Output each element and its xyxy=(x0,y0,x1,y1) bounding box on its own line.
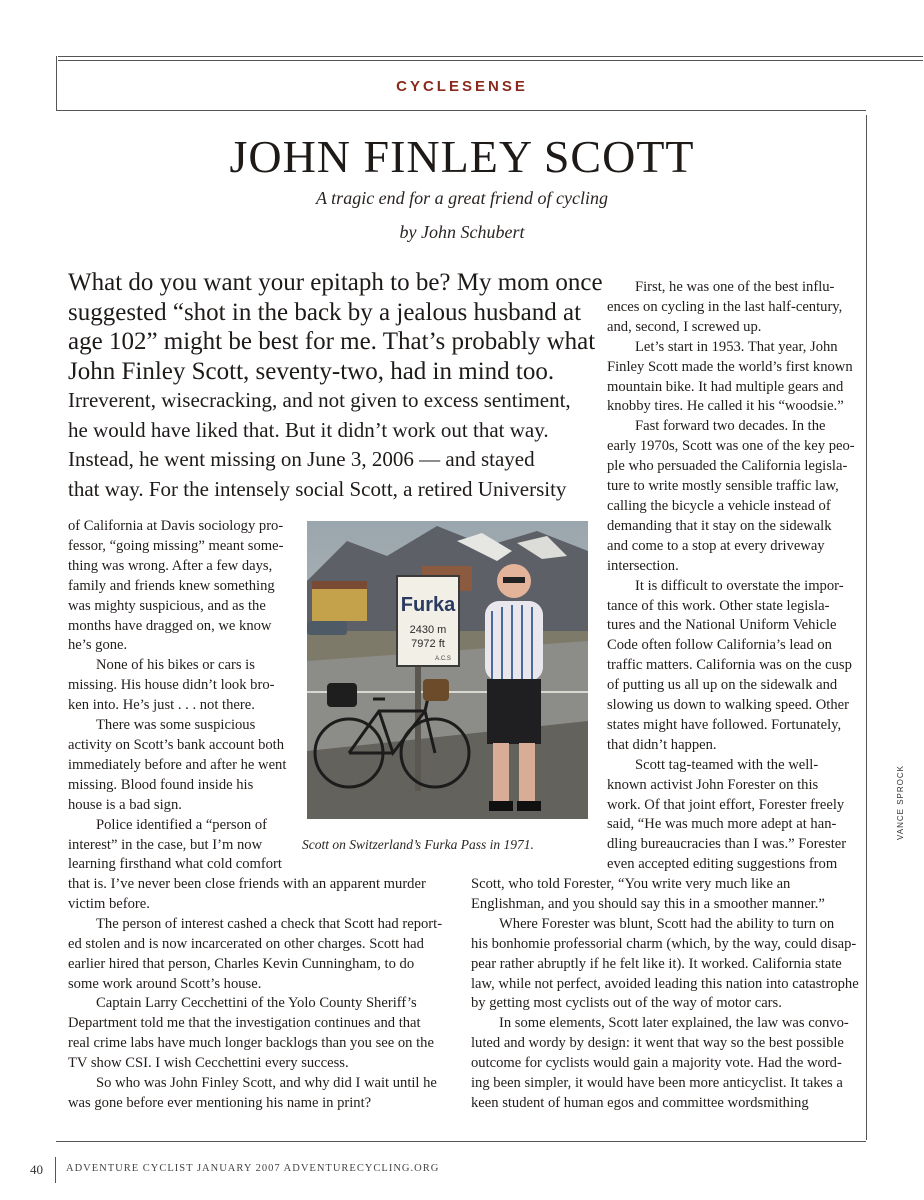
left-frame-rule xyxy=(56,56,57,111)
body-line: luted and wordy by design: it went that way so the best possible xyxy=(471,1035,844,1052)
footer-top-rule xyxy=(56,1141,866,1142)
sign-feet: 7972 ft xyxy=(411,638,445,650)
body-line: ture to write mostly sensible traffic law, xyxy=(607,478,839,495)
body-line: law, while not perfect, avoided leading this nation into catastrophe xyxy=(471,975,859,992)
body-line: pear rather abruptly if he felt like it). It worked. California state xyxy=(471,955,842,972)
body-line: months have dragged on, we know xyxy=(68,617,272,634)
body-line: family and friends knew something xyxy=(68,577,275,594)
body-line: Finley Scott made the world’s first known xyxy=(607,358,853,375)
article-photo xyxy=(307,521,588,819)
body-column-right xyxy=(607,278,855,875)
body-line: Scott, who told Forester, “You write very much like an xyxy=(471,876,791,892)
body-line: mountain bike. It had multiple gears and xyxy=(607,378,844,395)
body-line: even accepted editing suggestions from xyxy=(607,856,838,873)
body-line: was mighty suspicious, and as the xyxy=(68,597,266,614)
body-line: learning firsthand what cold comfort xyxy=(68,856,282,873)
photo-caption: Scott on Switzerland’s Furka Pass in 1971. xyxy=(302,837,534,852)
body-line: states might have followed. Fortunately, xyxy=(607,716,842,733)
body-line: ple who persuaded the California legisla- xyxy=(607,458,848,475)
body-line: thing was wrong. After a few days, xyxy=(68,557,273,574)
furka-sign xyxy=(397,576,459,666)
body-line: There was some suspicious xyxy=(96,717,256,734)
body-line: Captain Larry Cecchettini of the Yolo County Sheriff’s xyxy=(96,995,417,1012)
body-line: that is. I’ve never been close friends with an apparent murder xyxy=(68,876,426,892)
body-line: demanding that it stay on the sidewalk xyxy=(607,517,832,534)
article-subtitle: A tragic end for a great friend of cycling xyxy=(316,188,608,208)
lede-line: suggested “shot in the back by a jealous husband at xyxy=(68,298,582,326)
body-line: First, he was one of the best influ- xyxy=(635,279,835,295)
body-line: that didn’t happen. xyxy=(607,736,717,753)
body-line: knobby tires. He called it his “woodsie.” xyxy=(607,398,844,415)
body-line: traffic matters. California was on the cusp xyxy=(607,657,852,674)
body-line: dling bureaucracies than I was.” Forester xyxy=(607,836,847,853)
lede-line: Irreverent, wisecracking, and not given to excess sentiment, xyxy=(68,388,571,412)
body-line: outcome for cyclists would gain a majority vote. Had the word- xyxy=(471,1055,842,1072)
body-line: interest” in the case, but I’m now xyxy=(68,836,263,853)
header-bottom-rule xyxy=(56,110,866,111)
page-number: 40 xyxy=(30,1162,43,1177)
body-line: activity on Scott’s bank account both xyxy=(68,736,285,753)
body-line: Code often follow California’s lead on xyxy=(607,637,832,654)
body-line: missing. His house didn’t look bro- xyxy=(68,677,275,694)
body-line: known activist John Forester on this xyxy=(607,776,819,793)
body-line: house is a bad sign. xyxy=(68,796,182,813)
body-line: immediately before and after he went xyxy=(68,756,287,773)
section-label: CYCLESENSE xyxy=(396,78,528,95)
footer-divider xyxy=(55,1157,56,1183)
body-line: Police identified a “person of xyxy=(96,816,268,833)
body-line: missing. Blood found inside his xyxy=(68,776,254,793)
body-line: None of his bikes or cars is xyxy=(96,657,255,674)
body-line: his bonhomie professorial charm (which, by the way, could disap- xyxy=(471,935,857,952)
body-line: said, “He was much more adept at han- xyxy=(607,816,837,833)
body-line: and come to a stop at every driveway xyxy=(607,537,825,554)
body-line: of California at Davis sociology pro- xyxy=(68,518,284,534)
lede-line: Instead, he went missing on June 3, 2006 — and stayed xyxy=(68,447,535,471)
body-line: ed stolen and is now incarcerated on other charges. Scott had xyxy=(68,935,424,952)
top-double-rule-2 xyxy=(58,60,923,61)
sign-small: A.C.S xyxy=(435,656,451,662)
photo-credit: VANCE SPROCK xyxy=(896,765,905,840)
body-line: of putting us all up on the sidewalk and xyxy=(607,677,838,694)
body-line: ing been simpler, it would have been more anticyclist. It takes a xyxy=(471,1075,843,1092)
body-line: he’s gone. xyxy=(68,637,128,654)
article-byline: by John Schubert xyxy=(399,222,525,242)
body-line: real crime labs have much longer backlogs than you see on the xyxy=(68,1035,434,1052)
body-line: keen student of human egos and committee wordsmithing xyxy=(471,1094,809,1111)
body-line: slowing us down to walking speed. Other xyxy=(607,697,849,714)
lede-line: What do you want your epitaph to be? My mom once xyxy=(68,269,603,296)
body-line: was gone before ever mentioning his name in print? xyxy=(68,1094,372,1111)
body-column-left xyxy=(68,517,286,875)
body-line: In some elements, Scott later explained, the law was convo- xyxy=(499,1015,849,1032)
lede-line: John Finley Scott, seventy-two, had in mind too. xyxy=(68,357,555,385)
lede-line: age 102” might be best for me. That’s probably what xyxy=(68,328,596,355)
body-line: tance of this work. Other state legisla- xyxy=(607,597,830,614)
sign-meters: 2430 m xyxy=(409,624,447,636)
body-line: Department told me that the investigation continues and that xyxy=(68,1015,421,1032)
body-line: It is difficult to overstate the impor- xyxy=(635,577,844,594)
body-column-bottom-left xyxy=(68,875,442,1114)
top-double-rule-1 xyxy=(58,56,923,57)
footer-text: ADVENTURE CYCLIST JANUARY 2007 ADVENTURECYCLING.ORG xyxy=(66,1163,440,1174)
sign-name: Furka xyxy=(400,594,456,616)
body-line: tures and the National Uniform Vehicle xyxy=(607,617,837,634)
body-line: ences on cycling in the last half-century, xyxy=(607,298,843,315)
body-line: work. Of that joint effort, Forester freely xyxy=(607,796,845,813)
body-line: Fast forward two decades. In the xyxy=(635,418,826,435)
lede-line: that way. For the intensely social Scott, a retired University xyxy=(68,476,567,501)
body-line: calling the bicycle a vehicle instead of xyxy=(607,497,831,514)
lede-paragraph xyxy=(68,268,603,504)
body-line: fessor, “going missing” meant some- xyxy=(68,537,284,554)
body-line: some work around Scott’s house. xyxy=(68,975,262,992)
photo-illustration xyxy=(307,521,588,819)
body-line: and, second, I screwed up. xyxy=(607,318,762,335)
body-line: The person of interest cashed a check that Scott had report- xyxy=(96,915,443,932)
body-line: by getting most cyclists out of the way of motor cars. xyxy=(471,995,782,1012)
body-line: Englishman, and you should say this in a smoother manner.” xyxy=(471,895,825,912)
body-line: victim before. xyxy=(68,895,150,912)
body-line: TV show CSI. I wish Cecchettini every success. xyxy=(68,1055,349,1072)
body-line: Where Forester was blunt, Scott had the ability to turn on xyxy=(499,915,835,932)
body-line: early 1970s, Scott was one of the key peo- xyxy=(607,438,855,455)
body-line: So who was John Finley Scott, and why did I wait until he xyxy=(96,1075,437,1092)
body-column-right-bottom xyxy=(471,875,859,1114)
article-title: JOHN FINLEY SCOTT xyxy=(229,131,695,182)
body-line: Let’s start in 1953. That year, John xyxy=(635,338,838,355)
body-line: Scott tag-teamed with the well- xyxy=(635,756,819,773)
lede-line: he would have liked that. But it didn’t work out that way. xyxy=(68,417,549,442)
body-line: ken into. He’s just . . . not there. xyxy=(68,697,255,714)
body-line: earlier hired that person, Charles Kevin Cunningham, to do xyxy=(68,955,415,972)
body-line: intersection. xyxy=(607,557,679,574)
right-frame-rule xyxy=(866,115,867,1140)
